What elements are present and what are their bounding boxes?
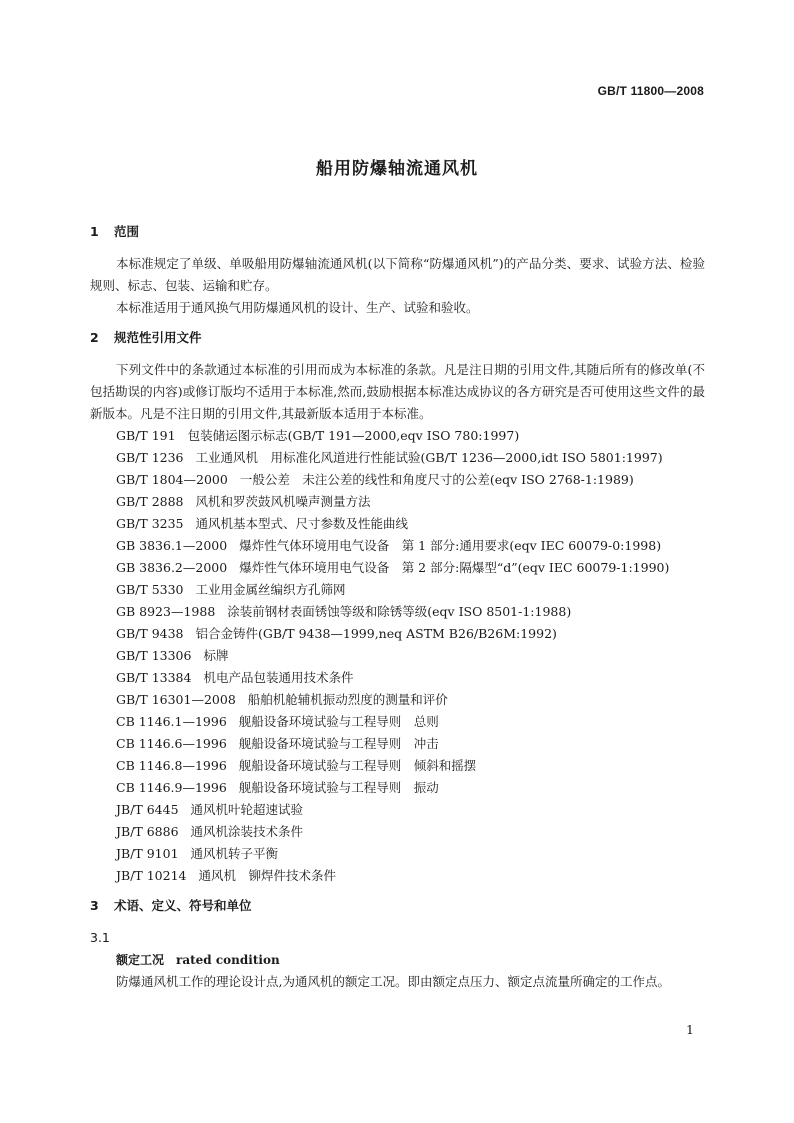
reference-code: CB 1146.8—1996 <box>116 758 227 773</box>
reference-title: 通风机叶轮超速试验 <box>190 802 304 817</box>
reference-title: 工业通风机 用标准化风道进行性能试验(GB/T 1236—2000,idt ISO 5801:1997) <box>195 450 663 465</box>
reference-title: 包装储运图示标志(GB/T 191—2000,eqv ISO 780:1997) <box>187 428 520 443</box>
term-chinese: 额定工况 <box>116 953 165 967</box>
reference-title: 标牌 <box>203 648 229 663</box>
reference-code: JB/T 9101 <box>116 846 179 861</box>
reference-item <box>90 799 705 821</box>
reference-title: 船舶机舱辅机振动烈度的测量和评价 <box>247 692 448 707</box>
reference-code: GB/T 1236 <box>116 450 184 465</box>
reference-item <box>90 865 705 887</box>
reference-title: 一般公差 未注公差的线性和角度尺寸的公差(eqv ISO 2768-1:1989) <box>239 472 634 487</box>
reference-item <box>90 579 705 601</box>
reference-item <box>90 667 705 689</box>
reference-item <box>90 711 705 733</box>
document-code: GB/T 11800—2008 <box>597 84 704 98</box>
reference-item <box>90 491 705 513</box>
section-number: 2 <box>90 330 99 345</box>
reference-title: 通风机 铆焊件技术条件 <box>198 868 336 883</box>
reference-code: JB/T 10214 <box>116 868 187 883</box>
reference-code: GB 3836.2—2000 <box>116 560 228 575</box>
section-number: 3 <box>90 898 99 913</box>
reference-code: JB/T 6445 <box>116 802 179 817</box>
reference-title: 舰船设备环境试验与工程导则 振动 <box>238 780 439 795</box>
reference-item <box>90 535 705 557</box>
reference-title: 舰船设备环境试验与工程导则 倾斜和摇摆 <box>238 758 477 773</box>
document-title: 船用防爆轴流通风机 <box>316 159 478 179</box>
reference-code: GB/T 191 <box>116 428 176 443</box>
reference-code: CB 1146.9—1996 <box>116 780 227 795</box>
term-definition: 防爆通风机工作的理论设计点,为通风机的额定工况。即由额定点压力、额定点流量所确定的工作点。 <box>116 974 670 989</box>
term-heading <box>90 949 705 971</box>
normative-intro: 下列文件中的条款通过本标准的引用而成为本标准的条款。凡是注日期的引用文件,其随后所有的修改单(不包括勘误的内容)或修订版均不适用于本标准,然而,鼓励根据本标准达成协议的各方研究是否可使用这些文件的最新版本。凡是不注日期的引用文件,其最新版本适用于本标准。 <box>90 362 705 421</box>
section-title: 范围 <box>114 224 140 239</box>
section-number: 1 <box>90 224 99 239</box>
term-english: rated condition <box>176 953 280 967</box>
reference-title: 通风机转子平衡 <box>190 846 279 861</box>
reference-item <box>90 689 705 711</box>
reference-item <box>90 645 705 667</box>
section-heading-scope <box>90 221 705 243</box>
reference-code: CB 1146.1—1996 <box>116 714 227 729</box>
reference-code: GB/T 3235 <box>116 516 184 531</box>
reference-code: GB/T 9438 <box>116 626 184 641</box>
reference-item <box>90 601 705 623</box>
document-body <box>90 221 705 993</box>
reference-title: 工业用金属丝编织方孔筛网 <box>195 582 346 597</box>
reference-code: GB/T 5330 <box>116 582 184 597</box>
reference-title: 通风机涂装技术条件 <box>190 824 304 839</box>
reference-item <box>90 425 705 447</box>
reference-code: GB/T 2888 <box>116 494 184 509</box>
reference-title: 机电产品包装通用技术条件 <box>203 670 354 685</box>
section-title: 规范性引用文件 <box>114 330 202 345</box>
section-heading-normative <box>90 327 705 349</box>
reference-code: GB 3836.1—2000 <box>116 538 228 553</box>
reference-item <box>90 447 705 469</box>
reference-list <box>90 425 705 887</box>
scope-paragraph-1: 本标准规定了单级、单吸船用防爆轴流通风机(以下简称“防爆通风机”)的产品分类、要求、试验方法、检验规则、标志、包装、运输和贮存。 <box>90 256 705 293</box>
page-number: 1 <box>686 1022 694 1037</box>
reference-title: 爆炸性气体环境用电气设备 第 1 部分:通用要求(eqv IEC 60079-0:1998) <box>239 538 662 553</box>
reference-code: GB/T 16301—2008 <box>116 692 236 707</box>
reference-code: GB/T 13306 <box>116 648 192 663</box>
reference-item <box>90 623 705 645</box>
reference-item <box>90 513 705 535</box>
reference-title: 舰船设备环境试验与工程导则 总则 <box>238 714 439 729</box>
reference-title: 铝合金铸件(GB/T 9438—1999,neq ASTM B26/B26M:1992) <box>195 626 557 641</box>
reference-title: 风机和罗茨鼓风机噪声测量方法 <box>195 494 371 509</box>
reference-item <box>90 557 705 579</box>
reference-item <box>90 777 705 799</box>
reference-code: CB 1146.6—1996 <box>116 736 227 751</box>
reference-title: 舰船设备环境试验与工程导则 冲击 <box>238 736 439 751</box>
reference-item <box>90 843 705 865</box>
reference-code: GB 8923—1988 <box>116 604 216 619</box>
scope-paragraph-2: 本标准适用于通风换气用防爆通风机的设计、生产、试验和验收。 <box>116 300 479 315</box>
reference-code: GB/T 1804—2000 <box>116 472 228 487</box>
reference-title: 通风机基本型式、尺寸参数及性能曲线 <box>195 516 409 531</box>
reference-title: 涂装前钢材表面锈蚀等级和除锈等级(eqv ISO 8501-1:1988) <box>227 604 572 619</box>
section-title: 术语、定义、符号和单位 <box>114 898 252 913</box>
reference-item <box>90 821 705 843</box>
reference-item <box>90 755 705 777</box>
reference-item <box>90 469 705 491</box>
reference-title: 爆炸性气体环境用电气设备 第 2 部分:隔爆型“d”(eqv IEC 60079-1:1990) <box>239 560 670 575</box>
reference-code: JB/T 6886 <box>116 824 179 839</box>
reference-item <box>90 733 705 755</box>
subsection-number: 3.1 <box>90 930 110 945</box>
reference-code: GB/T 13384 <box>116 670 192 685</box>
section-heading-terms <box>90 895 705 917</box>
